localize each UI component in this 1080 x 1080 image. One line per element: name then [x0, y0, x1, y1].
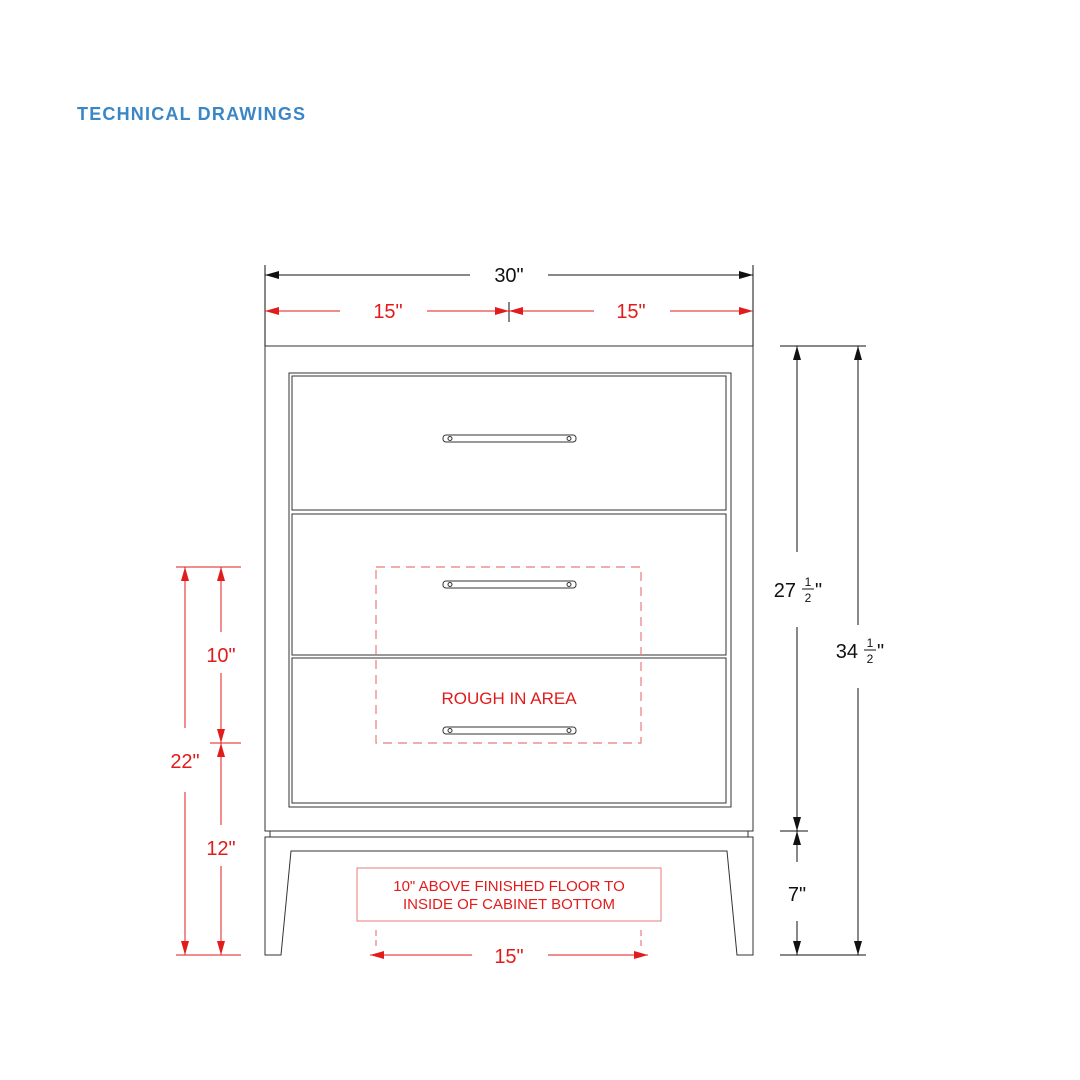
- pull-top: [443, 435, 576, 442]
- total-height-denominator: 2: [866, 652, 874, 666]
- total-height-whole: 34: [835, 641, 858, 663]
- page-title: TECHNICAL DRAWINGS: [77, 104, 307, 124]
- pull-bottom: [443, 727, 576, 734]
- half-width-dimensions: [265, 301, 753, 323]
- drawer-middle: [292, 514, 726, 655]
- total-height-dimension: [836, 346, 884, 955]
- rough-in-height-label: 10": [206, 645, 236, 667]
- base-height-label: 7": [787, 884, 807, 906]
- pull-middle: [443, 581, 576, 588]
- rough-in-height-dimension: [206, 567, 235, 743]
- rough-in-width-dimension: [370, 930, 648, 968]
- rough-in-total-height-dimension: [170, 567, 199, 955]
- body-height-dimension: [774, 346, 822, 831]
- overall-width-label: 30": [494, 265, 524, 287]
- body-height-denominator: 2: [804, 591, 812, 605]
- rough-in-width-label: 15": [494, 946, 524, 968]
- rough-in-bottom-height-label: 12": [206, 838, 236, 860]
- cabinet: [265, 346, 753, 955]
- drawer-bottom: [292, 658, 726, 803]
- total-height-unit: ": [877, 641, 885, 663]
- base-height-dimension: [788, 831, 806, 955]
- base-trim: [270, 831, 748, 837]
- body-height-unit: ": [815, 580, 823, 602]
- total-height-numerator: 1: [866, 636, 874, 650]
- rough-in-total-height-label: 22": [170, 751, 200, 773]
- drawer-top: [292, 376, 726, 510]
- body-height-whole: 27: [773, 580, 796, 602]
- floor-note-line-2: INSIDE OF CABINET BOTTOM: [403, 896, 615, 913]
- body-height-numerator: 1: [804, 575, 812, 589]
- floor-note-line-1: 10" ABOVE FINISHED FLOOR TO: [393, 878, 625, 895]
- half-width-left-label: 15": [373, 301, 403, 323]
- rough-in-area-label: ROUGH IN AREA: [441, 689, 577, 708]
- half-width-right-label: 15": [616, 301, 646, 323]
- rough-in-bottom-height-dimension: [206, 743, 235, 955]
- drawer-frame: [289, 373, 731, 807]
